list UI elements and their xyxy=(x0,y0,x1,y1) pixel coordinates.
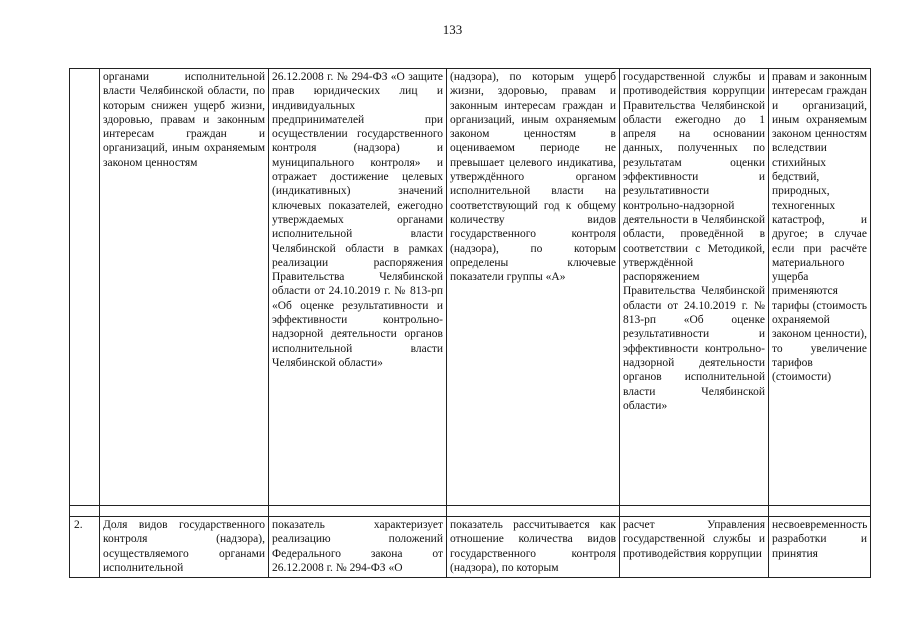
table-gap xyxy=(70,506,871,517)
table-row xyxy=(70,517,871,578)
risk-factors-cell: правам и законным интересам граждан и организаций, иным охраняемым законом ценностям вследствии стихийных бедствий, природных, техногенных катастроф, и другое; в случае если при расчёте материального ущерба применяются тарифы (стоимость охраняемой законом ценности), то увеличение тарифов (стоимости) xyxy=(769,69,871,506)
table-row xyxy=(70,69,871,506)
data-source-cell: расчет Управления государственной службы и противодействия коррупции xyxy=(620,517,769,578)
indicator-name-cell: Доля видов государственного контроля (надзора), осуществляемого органами исполнительной xyxy=(100,517,269,578)
indicator-name-cell: органами исполнительной власти Челябинской области, по которым снижен ущерб жизни, здоровью, правам и законным интересам граждан и организаций, иным охраняемым законом ценностям xyxy=(100,69,269,506)
indicators-table xyxy=(69,68,871,578)
page-number: 133 xyxy=(442,22,463,37)
indicator-description-cell: показатель характеризует реализацию положений Федерального закона от 26.12.2008 г. № 294-ФЗ «О xyxy=(269,517,447,578)
indicator-description-cell: 26.12.2008 г. № 294-ФЗ «О защите прав юридических лиц и индивидуальных предпринимателей при осуществлении государственного контроля (надзора) и муниципального контроля» и отражает достижение целевых (индикативных) значений ключевых показателей, ежегодно утверждаемых органами исполнительной власти Челябинской области в рамках реализации распоряжения Правительства Челябинской области от 24.10.2019 г. № 813-рп «Об оценке результативности и эффективности контрольно-надзорной деятельности органов исполнительной власти Челябинской области» xyxy=(269,69,447,506)
calculation-method-cell: (надзора), по которым ущерб жизни, здоровью, правам и законным интересам граждан и организаций, иным охраняемым законом ценностям в оцениваемом периоде не превышает целевого индикатива, утверждённого органом исполнительной власти на соответствующий год к общему количеству видов государственного контроля (надзора), по которым определены ключевые показатели группы «А» xyxy=(447,69,620,506)
row-number-cell xyxy=(70,69,100,506)
data-source-cell: государственной службы и противодействия коррупции Правительства Челябинской области ежегодно до 1 апреля на основании данных, полученных по результатам оценки эффективности и результативности контрольно-надзорной деятельности в Челябинской области, проведённой в соответствии с Методикой, утверждённой распоряжением Правительства Челябинской области от 24.10.2019 г. № 813-рп «Об оценке результативности и эффективности контрольно-надзорной деятельности органов исполнительной власти Челябинской области» xyxy=(620,69,769,506)
row-number-cell: 2. xyxy=(70,517,100,578)
risk-factors-cell: несвоевременность разработки и принятия xyxy=(769,517,871,578)
calculation-method-cell: показатель рассчитывается как отношение количества видов государственного контроля (надзора), по которым xyxy=(447,517,620,578)
